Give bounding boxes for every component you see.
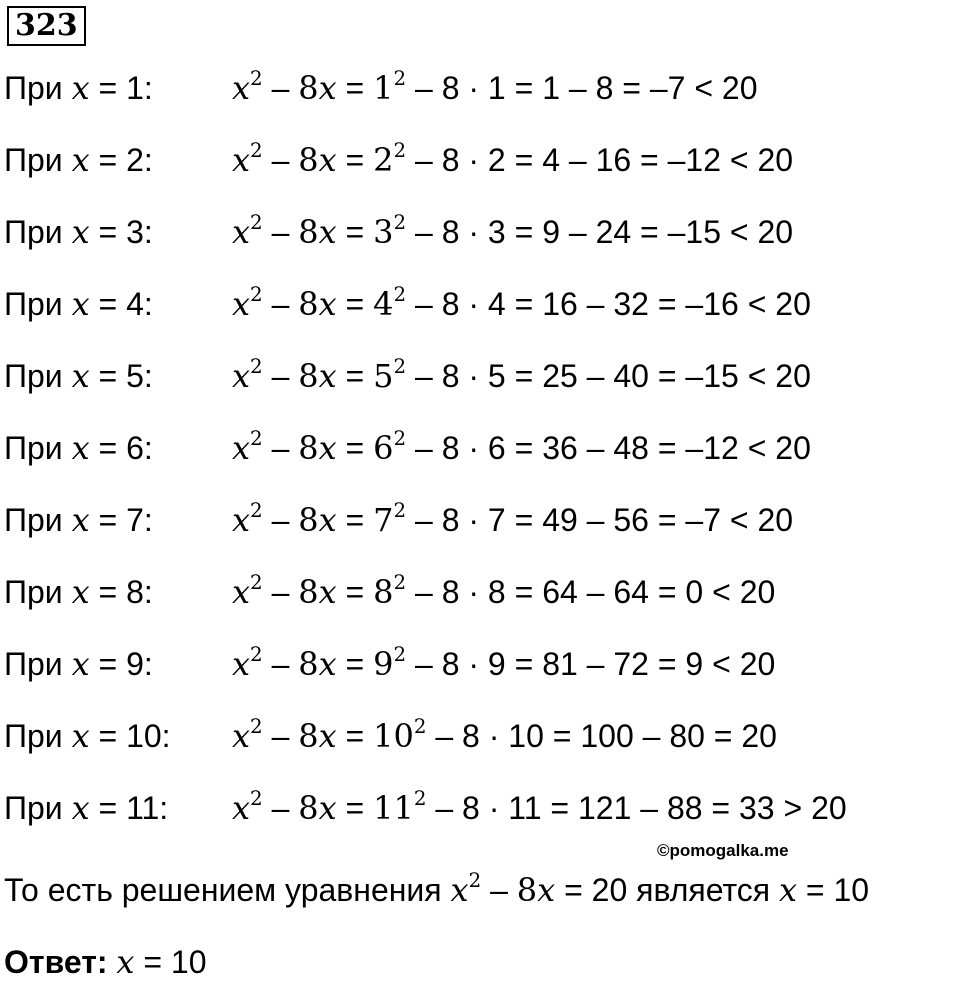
x-value: 3 <box>126 214 144 250</box>
row-expression: $x^2 - 8x = 4^2 - 8 \cdot 4 = 16 - 32 = -16 < 20$ <box>232 283 811 323</box>
conclusion-text-mid: является <box>636 872 771 908</box>
row-label: При x = 11: <box>4 789 169 827</box>
target-value: 20 <box>757 502 794 538</box>
row-label: При x = 8: <box>4 573 153 611</box>
row-label: При x = 10: <box>4 717 171 755</box>
base-value: 8 <box>373 573 394 611</box>
math-variable: x <box>71 285 90 323</box>
product-value: 56 <box>613 502 649 538</box>
target-value: 20 <box>739 574 776 610</box>
row-expression: $x^2 - 8x = 1^2 - 8 \cdot 1 = 1 - 8 = -7 < 20$ <box>232 67 758 107</box>
result-value: 0 <box>685 574 704 610</box>
row-label: При x = 9: <box>4 645 153 683</box>
target-value: 20 <box>775 430 811 466</box>
row-expression: $x^2 - 8x = 9^2 - 8 \cdot 9 = 81 - 72 = 9 < 20$ <box>232 643 776 683</box>
multiplier: 8 <box>487 574 506 610</box>
product-value: 16 <box>595 142 632 178</box>
row-expression: $x^2 - 8x = 10^2 - 8 \cdot 10 = 100 - 80 = 20$ <box>232 715 777 755</box>
base-value: 10 <box>373 717 414 755</box>
square-value: 9 <box>542 214 560 250</box>
row-expression: $x^2 - 8x = 2^2 - 8 \cdot 2 = 4 - 16 = -12 < 20$ <box>232 139 794 179</box>
equation-rhs: 20 <box>591 872 628 908</box>
comparison-sign: < <box>729 214 749 250</box>
target-value: 20 <box>811 790 847 826</box>
multiplier: 9 <box>487 646 506 682</box>
square-value: 81 <box>542 646 578 682</box>
row-label: При x = 6: <box>4 429 153 467</box>
target-value: 20 <box>775 286 811 322</box>
square-value: 121 <box>577 790 632 826</box>
result-value: 20 <box>741 718 777 754</box>
watermark: ©pomogalka.me <box>657 841 789 860</box>
multiplier: 6 <box>487 430 506 466</box>
x-value: 4 <box>126 286 144 322</box>
multiplier: 2 <box>487 142 506 178</box>
math-variable: x <box>71 501 90 539</box>
multiplier: 3 <box>487 214 506 250</box>
conclusion-line: То есть решением уравнения $x^2 - 8x = 20$ является x = 10 <box>4 869 870 909</box>
comparison-sign: < <box>747 430 767 466</box>
square-value: 1 <box>542 70 560 106</box>
comparison-sign: > <box>783 790 803 826</box>
target-value: 20 <box>757 142 794 178</box>
result-value: –12 <box>667 142 722 178</box>
base-value: 1 <box>373 69 394 107</box>
product-value: 8 <box>595 70 614 106</box>
answer-line: Ответ: x = 10 <box>4 943 207 981</box>
row-expression: $x^2 - 8x = 7^2 - 8 \cdot 7 = 49 - 56 = -7 < 20$ <box>232 499 794 539</box>
result-value: 33 <box>739 790 775 826</box>
comparison-sign: < <box>694 70 713 106</box>
base-value: 5 <box>373 357 394 395</box>
math-variable: x <box>71 69 90 107</box>
target-value: 20 <box>739 646 776 682</box>
x-value: 1 <box>126 70 144 106</box>
multiplier: 5 <box>487 358 506 394</box>
target-value: 20 <box>775 358 811 394</box>
square-value: 49 <box>542 502 578 538</box>
product-value: 40 <box>613 358 649 394</box>
answer-value: 10 <box>170 944 207 980</box>
x-value: 6 <box>126 430 144 466</box>
product-value: 48 <box>613 430 649 466</box>
multiplier: 4 <box>487 286 506 322</box>
row-label: При x = 5: <box>4 357 153 395</box>
result-value: –15 <box>685 358 739 394</box>
base-value: 2 <box>373 141 394 179</box>
base-value: 7 <box>373 501 394 539</box>
square-value: 64 <box>542 574 578 610</box>
base-value: 4 <box>373 285 394 323</box>
result-value: –7 <box>649 70 686 106</box>
answer-label: Ответ: <box>4 944 108 980</box>
comparison-sign: < <box>747 358 767 394</box>
product-value: 64 <box>613 574 649 610</box>
product-value: 32 <box>613 286 649 322</box>
multiplier: 11 <box>508 790 542 826</box>
math-variable: x <box>71 357 90 395</box>
product-value: 72 <box>613 646 649 682</box>
base-value: 11 <box>373 789 414 827</box>
math-variable: x <box>450 871 469 909</box>
result-value: 9 <box>685 646 704 682</box>
math-variable: x <box>71 789 90 827</box>
square-value: 25 <box>542 358 578 394</box>
comparison-sign: < <box>729 142 749 178</box>
x-value: 2 <box>126 142 144 178</box>
comparison-sign: < <box>747 286 767 322</box>
square-value: 100 <box>580 718 634 754</box>
result-value: –7 <box>685 502 722 538</box>
square-value: 36 <box>542 430 578 466</box>
comparison-sign: < <box>712 574 731 610</box>
product-value: 24 <box>595 214 632 250</box>
math-variable: x <box>71 645 90 683</box>
row-expression: $x^2 - 8x = 3^2 - 8 \cdot 3 = 9 - 24 = -15 < 20$ <box>232 211 794 251</box>
base-value: 3 <box>373 213 394 251</box>
x-value: 10 <box>126 718 162 754</box>
math-variable: x <box>71 429 90 467</box>
row-label: При x = 7: <box>4 501 153 539</box>
x-value: 11 <box>126 790 160 826</box>
row-expression: $x^2 - 8x = 8^2 - 8 \cdot 8 = 64 - 64 = 0 < 20$ <box>232 571 776 611</box>
product-value: 80 <box>669 718 705 754</box>
row-expression: $x^2 - 8x = 6^2 - 8 \cdot 6 = 36 - 48 = -12 < 20$ <box>232 427 811 467</box>
target-value: 20 <box>757 214 794 250</box>
math-variable: x <box>71 717 90 755</box>
math-variable: x <box>71 141 90 179</box>
x-value: 9 <box>126 646 144 682</box>
x-value: 5 <box>126 358 144 394</box>
square-value: 4 <box>542 142 560 178</box>
x-value: 8 <box>126 574 144 610</box>
solution-value: 10 <box>833 872 870 908</box>
result-value: –16 <box>685 286 739 322</box>
row-expression: $x^2 - 8x = 5^2 - 8 \cdot 5 = 25 - 40 = -15 < 20$ <box>232 355 811 395</box>
row-label: При x = 1: <box>4 69 153 107</box>
comparison-sign: < <box>729 502 749 538</box>
multiplier: 10 <box>508 718 544 754</box>
row-expression: $x^2 - 8x = 11^2 - 8 \cdot 11 = 121 - 88 = 33 > 20$ <box>232 787 847 827</box>
result-value: –15 <box>667 214 722 250</box>
multiplier: 7 <box>487 502 506 538</box>
base-value: 6 <box>373 429 394 467</box>
result-value: –12 <box>685 430 739 466</box>
math-variable: x <box>71 573 90 611</box>
square-value: 16 <box>542 286 578 322</box>
product-value: 88 <box>666 790 703 826</box>
base-value: 9 <box>373 645 394 683</box>
row-label: При x = 2: <box>4 141 153 179</box>
target-value: 20 <box>721 70 758 106</box>
problem-number: 323 <box>7 6 86 46</box>
x-value: 7 <box>126 502 144 538</box>
conclusion-text: То есть решением уравнения <box>4 872 442 908</box>
math-variable: x <box>71 213 90 251</box>
row-label: При x = 3: <box>4 213 153 251</box>
comparison-sign: < <box>712 646 731 682</box>
row-label: При x = 4: <box>4 285 153 323</box>
multiplier: 1 <box>487 70 506 106</box>
